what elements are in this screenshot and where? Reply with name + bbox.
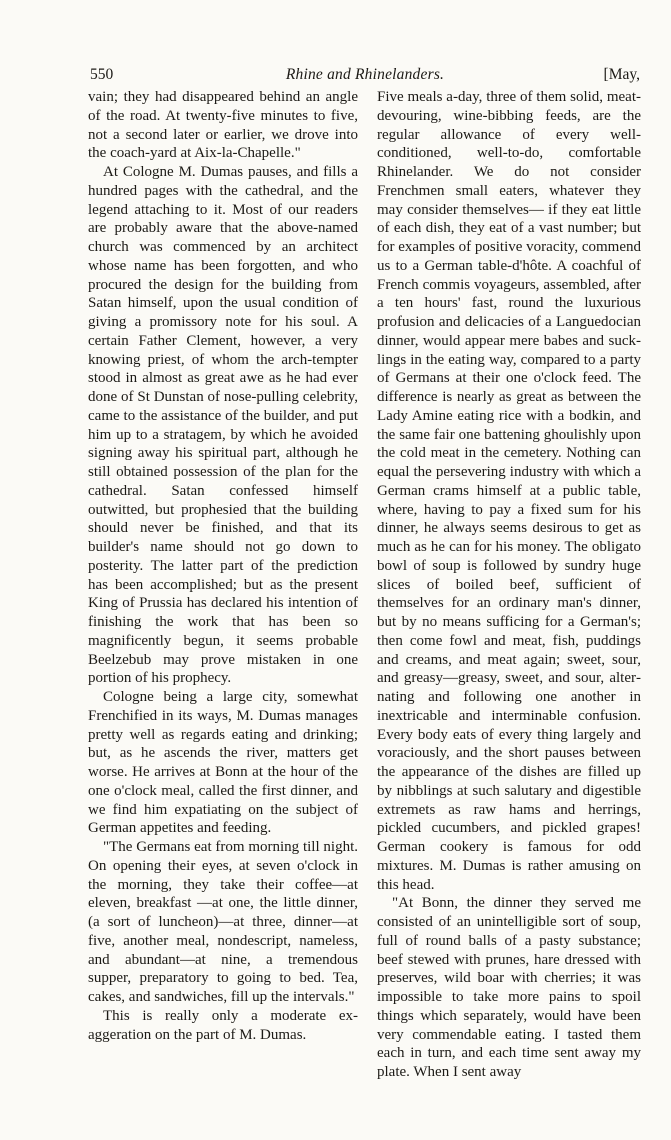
paragraph: vain; they had disappeared behind an angle of the road. At twenty-five minutes to five, not a second later or earlier, we drove into the coach-yard at Aix-la-Chapelle." bbox=[88, 89, 358, 162]
running-title: Rhine and Rhinelanders. bbox=[285, 66, 445, 83]
header-month: [May, bbox=[603, 66, 640, 83]
paragraph: Cologne being a large city, somewhat Frenchified in its ways, M. Dumas manages pretty well as regards eating and drinking; but, as he ascends the river, matters get worse. He arrives at Bonn at the hour of the one o'clock meal, called the first dinner, and we find him expatiating on the subject of German appetites and feeding. bbox=[88, 689, 358, 837]
paragraph: Five meals a-day, three of them solid, meat-devouring, wine-bibbing feeds, are the regular allowance of every well-conditioned, well-to-do, comfortable Rhinelander. We do not consider Frenchmen small eaters, whatever they may consider themselves— if they eat little of each dish, they eat of a vast number; but for examples of positive voracity, commend us to a German table-d'hôte. A coachful of French commis voyageurs, assembled, after a ten hours' fast, round the luxurious profusion and delicacies of a Languedocian dinner, would appear mere babes and sucklings in the eating way, compared to a party of Germans at their one o'clock feed. The difference is nearly as great as between the Lady Amine eating rice with a bodkin, and the same fair one battening ghoulishly upon the cold meat in the cemetery. Nothing can equal the persevering industry with which a German crams himself at a public table, where, having to pay a fixed sum for his dinner, he always seems desirous to get as much as he can for his money. The obligato bowl of soup is followed by sundry huge slices of boiled beef, sufficient of themselves for an ordinary man's dinner, but by no means sufficing for a German's; then come fowl and meat, fish, puddings and creams, and meat again; sweet, sour, and greasy—greasy, sweet, and sour, alternating and following one another in inextricable and interminable confusion. Every body eats of every thing largely and voraciously, and the short pauses between the appearance of the dishes are filled up by nibblings at such salutary and digestible extremets as raw hams and herrings, pickled cucumbers, and pickled grapes! German cookery is famous for odd mixtures. M. Dumas is rather amusing on this head. bbox=[377, 89, 641, 893]
paragraph: At Cologne M. Dumas pauses, and fills a hundred pages with the cathedral, and the legend attaching to it. Most of our readers are probably aware that the above-named church was commenced by an architect whose name has been forgotten, and who procured the design for the building from Satan himself, upon the usual condition of giving a promissory note for his soul. A certain Father Clement, however, a very knowing priest, of whom the arch-tempter stood in almost as great awe as he had ever done of St Dunstan of nose-pulling celebrity, came to the assistance of the builder, and put him up to a stratagem, by which he avoided signing away his spiritual part, although he still obtained possession of the plan for the cathedral. Satan confessed himself outwitted, but prophesied that the building should never be finished, and that its builder's name should not go down to posterity. The latter part of the prediction has been accomplished; but as the present King of Prussia has declared his intention of finishing the work that has been so magnificently begun, it seems probable Beelzebub may prove mistaken in one portion of his prophecy. bbox=[88, 164, 358, 687]
paragraph: "The Germans eat from morning till night. On opening their eyes, at seven o'clock in the morning, they take their coffee—at eleven, breakfast —at one, the little dinner, (a sort of luncheon)—at three, dinner—at five, another meal, nondescript, nameless, and abundant—at nine, a tremendous supper, preparatory to going to bed. Tea, cakes, and sandwiches, fill up the intervals." bbox=[88, 839, 358, 1005]
right-column bbox=[377, 88, 641, 1082]
paragraph: This is really only a moderate exaggeration on the part of M. Dumas. bbox=[88, 1007, 358, 1043]
page-number: 550 bbox=[90, 66, 114, 83]
left-column bbox=[88, 88, 358, 1044]
page-header bbox=[90, 64, 640, 86]
paragraph: "At Bonn, the dinner they served me consisted of an unintelligible sort of soup, full of round balls of a pasty substance; beef stewed with prunes, hare dressed with preserves, wild boar with cherries; it was impossible to take more pains to spoil things which separately, would have been very commendable eating. I tasted them each in turn, and each time sent away my plate. When I sent away bbox=[377, 895, 641, 1080]
